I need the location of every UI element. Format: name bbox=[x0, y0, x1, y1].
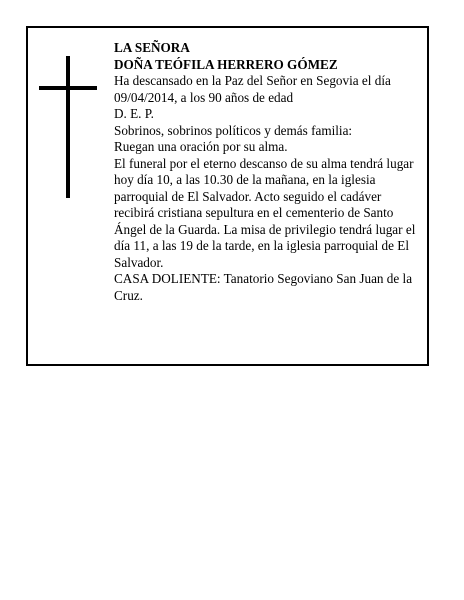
title-line-1: LA SEÑORA bbox=[114, 40, 190, 55]
cross-horizontal-bar bbox=[39, 86, 97, 90]
rip-line: D. E. P. bbox=[114, 106, 154, 121]
family-line: Sobrinos, sobrinos políticos y demás familia: bbox=[114, 122, 353, 138]
deceased-name: DOÑA TEÓFILA HERRERO GÓMEZ bbox=[114, 56, 338, 72]
prayer-request: Ruegan una oración por su alma. bbox=[114, 139, 288, 154]
mourning-house: CASA DOLIENTE: Tanatorio Segoviano San Juan de la Cruz. bbox=[114, 271, 413, 303]
obituary-text bbox=[114, 40, 422, 304]
death-announcement: Ha descansado en la Paz del Señor en Segovia el día 09/04/2014, a los 90 años de edad bbox=[114, 73, 391, 105]
funeral-details: El funeral por el eterno descanso de su alma tendrá lugar hoy día 10, a las 10.30 de la mañana, en la iglesia parroquial de El Salvador. Acto seguido el cadáver recibirá cristiana sepultura en el cementerio de Santo Ángel de la Guarda. La misa de privilegio tendrá lugar el día 11, a las 19 de la tarde, en la iglesia parroquial de El Salvador. bbox=[114, 155, 416, 270]
cross-vertical-bar bbox=[66, 56, 70, 198]
obituary-notice bbox=[26, 26, 429, 366]
